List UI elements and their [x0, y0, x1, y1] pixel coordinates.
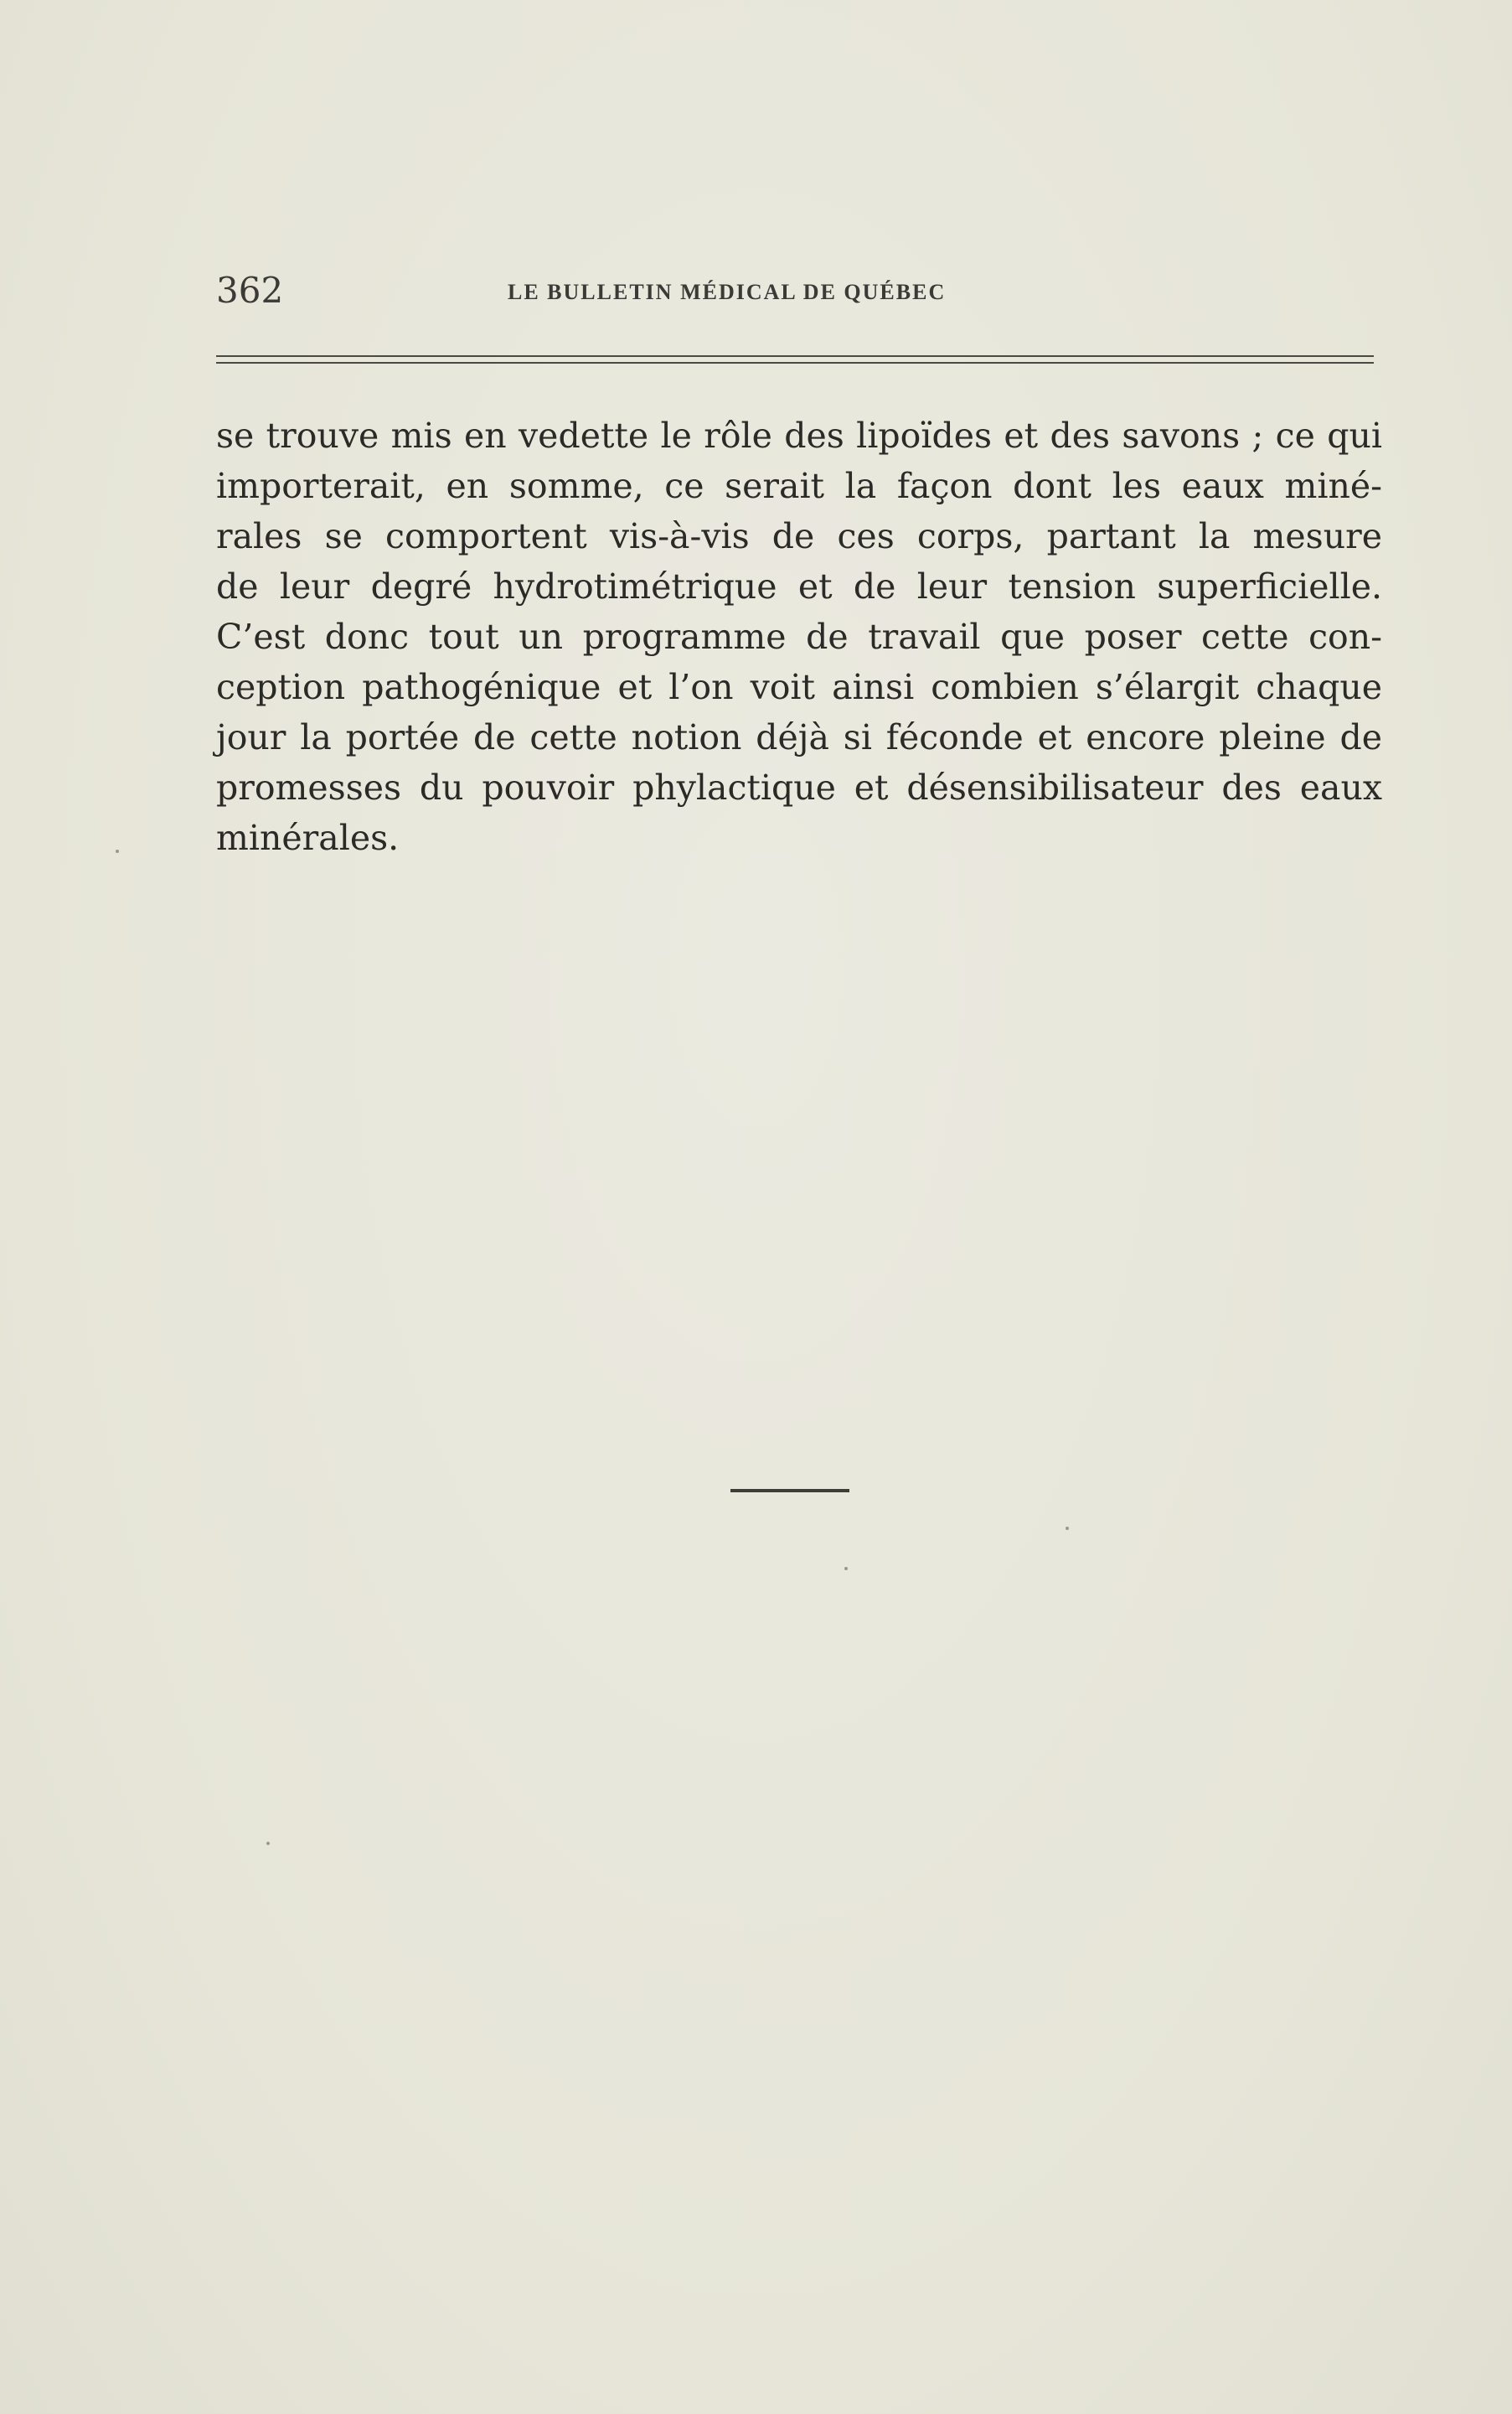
- page-number: 362: [216, 270, 284, 311]
- header-rule-top: [216, 355, 1374, 357]
- header-double-rule: [216, 355, 1374, 365]
- header-rule-bottom: [216, 362, 1374, 364]
- paper-speck: [1066, 1527, 1069, 1530]
- body-paragraph: [216, 411, 1382, 863]
- section-end-rule: [730, 1489, 849, 1492]
- paper-speck: [844, 1567, 848, 1570]
- paper-speck: [266, 1842, 270, 1845]
- text-line: minérales.: [216, 818, 400, 858]
- text-line: promesses du pouvoir phylactique et désensibilisateur des eaux: [216, 768, 1382, 808]
- paper-speck: [116, 850, 119, 853]
- text-line: jour la portée de cette notion déjà si féconde et encore pleine de: [216, 717, 1382, 757]
- running-head: LE BULLETIN MÉDICAL DE QUÉBEC: [508, 280, 947, 304]
- text-line: ception pathogénique et l’on voit ainsi combien s’élargit chaque: [216, 667, 1382, 707]
- text-line: C’est donc tout un programme de travail que poser cette con-: [216, 617, 1382, 657]
- text-line: importerait, en somme, ce serait la façon dont les eaux miné-: [216, 466, 1382, 506]
- text-line: rales se comportent vis-à-vis de ces corps, partant la mesure: [216, 516, 1382, 556]
- text-line: se trouve mis en vedette le rôle des lipoïdes et des savons ; ce qui: [216, 416, 1382, 456]
- text-line: de leur degré hydrotimétrique et de leur tension superficielle.: [216, 566, 1382, 607]
- page-header: [216, 270, 1374, 320]
